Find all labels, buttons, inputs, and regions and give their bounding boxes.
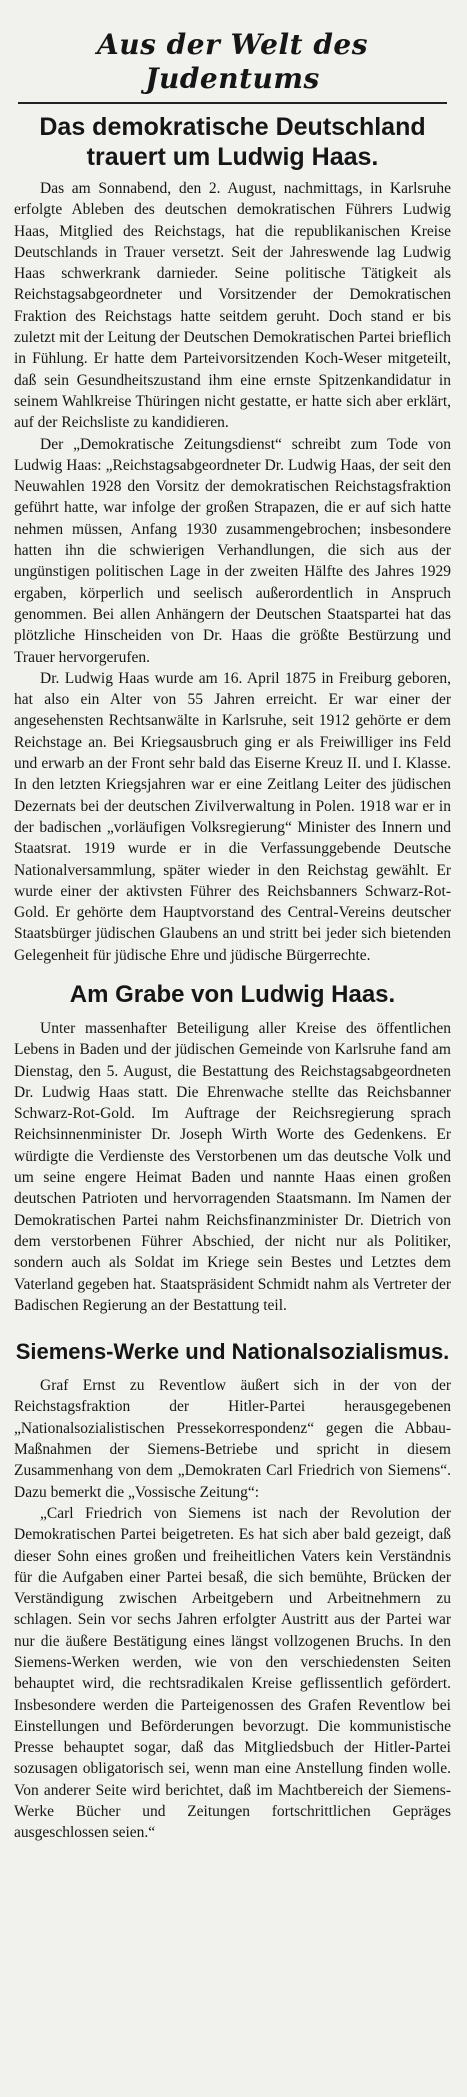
article-paragraph: Der „Demokratische Zeitungsdienst“ schreibt zum Tode von Ludwig Haas: „Reichstagsabgeordneter Dr. Ludwig Haas, der seit den Neuwahlen 1928 den Vorsitz der demokratischen Reichstagsfraktion geführt hatte, war infolge der großen Strapazen, die er auf sich hatte nehmen müssen, Anfang 1930 zusammengebrochen; insbesondere hatten ihn die schwierigen Verhandlungen, die sich aus der ungünstigen politischen Lage in der zweiten Hälfte des Jahres 1929 ergaben, körperlich und seelisch außerordentlich in Anspruch genommen. Bei allen Anhängern der Deutschen Staatspartei hat das plötzliche Hinscheiden von Dr. Haas die größte Bestürzung und Trauer hervorgerufen. [14,435,451,666]
article-headline: Das demokratische Deutschland trauert um Ludwig Haas. [39,113,426,171]
article-headline: Am Grabe von Ludwig Haas. [69,980,396,1008]
article-haas-funeral [14,980,451,1316]
article-siemens [14,1338,451,1844]
article-paragraph: Unter massenhafter Beteiligung aller Kreise des öffentlichen Lebens in Baden und der jüdischen Gemeinde von Karlsruhe fand am Dienstag, den 5. August, die Bestattung des Reichstagsabgeordneten Dr. Ludwig Haas statt. Die Ehrenwache stellte das Reichsbanner Schwarz-Rot-Gold. Im Auftrage der Reichsregierung sprach Reichsinnenminister Dr. Joseph Wirth Worte des Gedenkens. Er würdigte die Verdienste des Verstorbenen um das deutsche Volk und um seine engere Heimat Baden und nannte Haas einen großen deutschen Patrioten und hervorragenden Staatsmann. Im Namen der Demokratischen Partei nahm Reichsfinanzminister Dr. Dietrich von dem verstorbenen Führer Abschied, der nicht nur als Politiker, sondern auch als Soldat im Kriege sein Bestes und Letztes dem Vaterland gegeben hat. Staatspräsident Schmidt nahm als Vertreter der Badischen Regierung an der Bestattung teil. [14,1019,451,1314]
section-masthead: Aus der Welt des Judentums [97,28,368,95]
article-haas-mourning [14,112,451,966]
masthead-rule [18,102,447,104]
article-paragraph: Graf Ernst zu Reventlow äußert sich in der von der Reichstagsfraktion der Hitler-Partei herausgegebenen „Nationalsozialistischen Pressekorrespondenz“ gegen die Abbau-Maßnahmen der Siemens-Betriebe und spricht in diesem Zusammenhang von dem „Demokraten Carl Friedrich von Siemens“. Dazu bemerkt die „Vossische Zeitung“: [14,1377,451,1501]
article-paragraph: Das am Sonnabend, den 2. August, nachmittags, in Karlsruhe erfolgte Ableben des deutschen demokratischen Führers Ludwig Haas, Mitglied des Reichstags, hat die republikanischen Kreise Deutschlands in Trauer versetzt. Seit der Jahreswende lag Ludwig Haas schwerkrank darnieder. Seine politische Tätigkeit als Reichstagsabgeordneter und Vorsitzender der Demokratischen Fraktion des Reichstags hatte seitdem geruht. Doch stand er bis zuletzt mit der Leitung der Deutschen Demokratischen Partei brieflich in Fühlung. Er hatte dem Parteivorsitzenden Koch-Weser mitgeteilt, daß sein Gesundheitszustand ihm eine ernste Spitzenkandidatur in seinem Wahlkreise Thüringen nicht gestatte, er hatte sich aber erklärt, auf der Reichsliste zu kandidieren. [14,180,451,432]
article-paragraph: „Carl Friedrich von Siemens ist nach der Revolution der Demokratischen Partei beigetreten. Es hat sich aber bald gezeigt, daß dieser Sohn eines großen und freiheitlichen Vaters kein Verständnis für die Aufgaben einer Partei besaß, die sich bemühte, Brücken der Verständigung zwischen Arbeitgebern und Arbeitnehmern zu schlagen. Sein vor sechs Jahren erfolgter Austritt aus der Partei war nur die äußere Bestätigung eines längst vollzogenen Bruchs. In den Siemens-Werken werden, wie von den verschiedensten Seiten behauptet wird, die rechtsradikalen Kreise geflissentlich gefördert. Insbesondere werden die Parteigenossen des Grafen Reventlow bei Einstellungen und Beförderungen bevorzugt. Die kommunistische Presse behauptet sogar, daß das Mitgliedsbuch der Hitler-Partei sozusagen obligatorisch sei, wenn man eine Anstellung finden wolle. Von anderer Seite wird berichtet, daß im Machtbereich der Siemens-Werke Bücher und Zeitungen fortschrittlichen Gepräges ausgeschlossen seien.“ [14,1504,451,1842]
article-headline: Siemens-Werke und Nationalsozialismus. [15,1339,450,1365]
article-paragraph: Dr. Ludwig Haas wurde am 16. April 1875 in Freiburg geboren, hat also ein Alter von 55 Jahren erreicht. Er war einer der angesehensten Rechtsanwälte in Karlsruhe, seit 1912 gehörte er dem Reichstage an. Bei Kriegsausbruch ging er als Freiwilliger ins Feld und erwarb an der Front sehr bald das Eiserne Kreuz II. und I. Klasse. In den letzten Kriegsjahren war er eine Zeitlang Leiter des jüdischen Dezernats bei der deutschen Zivilverwaltung in Polen. 1918 war er in der badischen „vorläufigen Volksregierung“ Minister des Innern und Staatsrat. 1919 wurde er in die Verfassunggebende Deutsche Nationalversammlung, später wieder in den Reichstag gewählt. Er wurde einer der aktivsten Führer des Reichsbanners Schwarz-Rot-Gold. Er gehörte dem Hauptvorstand des Central-Vereins deutscher Staatsbürger jüdischen Glaubens an und stritt bei jeder sich bietenden Gelegenheit für jüdische Ehre und jüdische Bürgerrechte. [14,669,451,964]
